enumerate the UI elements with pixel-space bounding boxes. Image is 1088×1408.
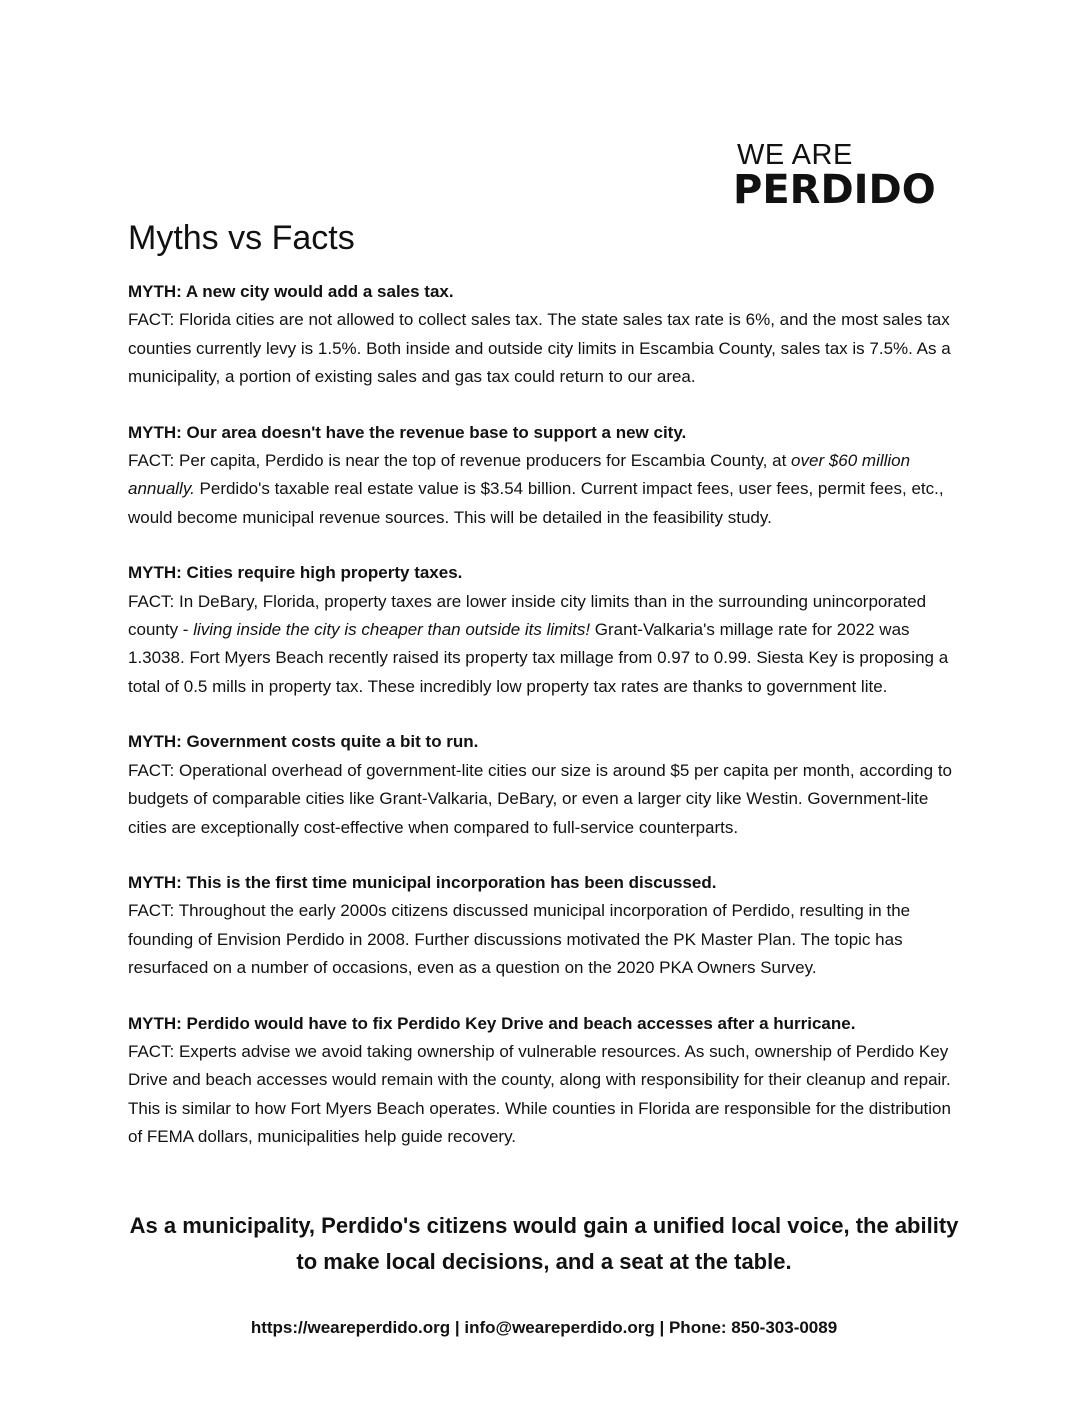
fact-emphasis: over $60 million annually. bbox=[128, 451, 911, 499]
contact-footer bbox=[128, 1316, 960, 1340]
fact-text bbox=[128, 1038, 968, 1152]
we-are-perdido-logo bbox=[733, 140, 963, 212]
page-title: Myths vs Facts bbox=[128, 219, 355, 257]
fact-text-part: FACT: Florida cities are not allowed to collect sales tax. The state sales tax rate is 6%, and the most sales tax counties currently levy is 1.5%. Both inside and outside city limits in Escambia County, sales tax is 7.5%. As a municipality, a portion of existing sales and gas tax could return to our area. bbox=[128, 310, 951, 387]
myth-heading: MYTH: Our area doesn't have the revenue base to support a new city. bbox=[128, 422, 687, 442]
myth-fact-section bbox=[128, 869, 968, 983]
myth-heading: MYTH: Perdido would have to fix Perdido Key Drive and beach accesses after a hurricane. bbox=[128, 1013, 856, 1033]
fact-emphasis: living inside the city is cheaper than outside its limits! bbox=[193, 620, 591, 640]
fact-text-part: FACT: Experts advise we avoid taking ownership of vulnerable resources. As such, ownership of Perdido Key Drive and beach accesses would remain with the county, along with responsibility for their cleanup and repair. This is similar to how Fort Myers Beach operates. While counties in Florida are responsible for the distribution of FEMA dollars, municipalities help guide recovery. bbox=[128, 1041, 951, 1147]
myths-facts-list bbox=[128, 278, 968, 1179]
fact-text-part: FACT: Operational overhead of government-lite cities our size is around $5 per capita per month, according to budgets of comparable cities like Grant-Valkaria, DeBary, or even a larger city like Westin. Government-lite cities are exceptionally cost-effective when compared to full-service counterparts. bbox=[128, 760, 952, 837]
fact-text bbox=[128, 588, 968, 702]
myth-fact-section bbox=[128, 728, 968, 842]
myth-fact-section bbox=[128, 1010, 968, 1152]
myth-heading: MYTH: Government costs quite a bit to run. bbox=[128, 732, 479, 752]
fact-text-part: FACT: Per capita, Perdido is near the top of revenue producers for Escambia County, at bbox=[128, 451, 792, 471]
email-link[interactable]: info@weareperdido.org bbox=[464, 1318, 655, 1337]
footer-separator: | bbox=[659, 1318, 665, 1337]
myth-fact-section bbox=[128, 278, 968, 392]
myth-heading: MYTH: Cities require high property taxes. bbox=[128, 563, 463, 583]
closing-statement: As a municipality, Perdido's citizens would gain a unified local voice, the ability to make local decisions, and a seat at the table. bbox=[129, 1213, 959, 1274]
fact-text-part: Grant-Valkaria's millage rate for 2022 was 1.3038. Fort Myers Beach recently raised its property tax millage from 0.97 to 0.99. Siesta Key is proposing a total of 0.5 mills in property tax. These incredibly low property tax rates are thanks to government lite. bbox=[128, 620, 949, 696]
fact-text-part: Perdido's taxable real estate value is $3.54 billion. Current impact fees, user fees, permit fees, etc., would become municipal revenue sources. This will be detailed in the feasibility study. bbox=[128, 479, 944, 527]
fact-text-part: FACT: Throughout the early 2000s citizens discussed municipal incorporation of Perdido, resulting in the founding of Envision Perdido in 2008. Further discussions motivated the PK Master Plan. The topic has resurfaced on a number of occasions, even as a question on the 2020 PKA Owners Survey. bbox=[128, 901, 911, 978]
phone-number: Phone: 850-303-0089 bbox=[668, 1318, 838, 1337]
website-link[interactable]: https://weareperdido.org bbox=[250, 1318, 451, 1337]
myth-fact-section bbox=[128, 419, 968, 533]
fact-text bbox=[128, 447, 968, 532]
myth-heading: MYTH: This is the first time municipal incorporation has been discussed. bbox=[128, 872, 717, 892]
logo-line-we-are: WE ARE bbox=[737, 139, 853, 171]
footer-separator: | bbox=[454, 1318, 460, 1337]
fact-text bbox=[128, 757, 968, 842]
fact-text bbox=[128, 897, 968, 982]
myth-fact-section bbox=[128, 559, 968, 701]
fact-text bbox=[128, 306, 968, 391]
fact-text-part: FACT: In DeBary, Florida, property taxes are lower inside city limits than in the surrounding unincorporated county - bbox=[128, 591, 927, 640]
logo-line-perdido: PERDIDO bbox=[733, 167, 936, 213]
myth-heading: MYTH: A new city would add a sales tax. bbox=[128, 282, 454, 301]
